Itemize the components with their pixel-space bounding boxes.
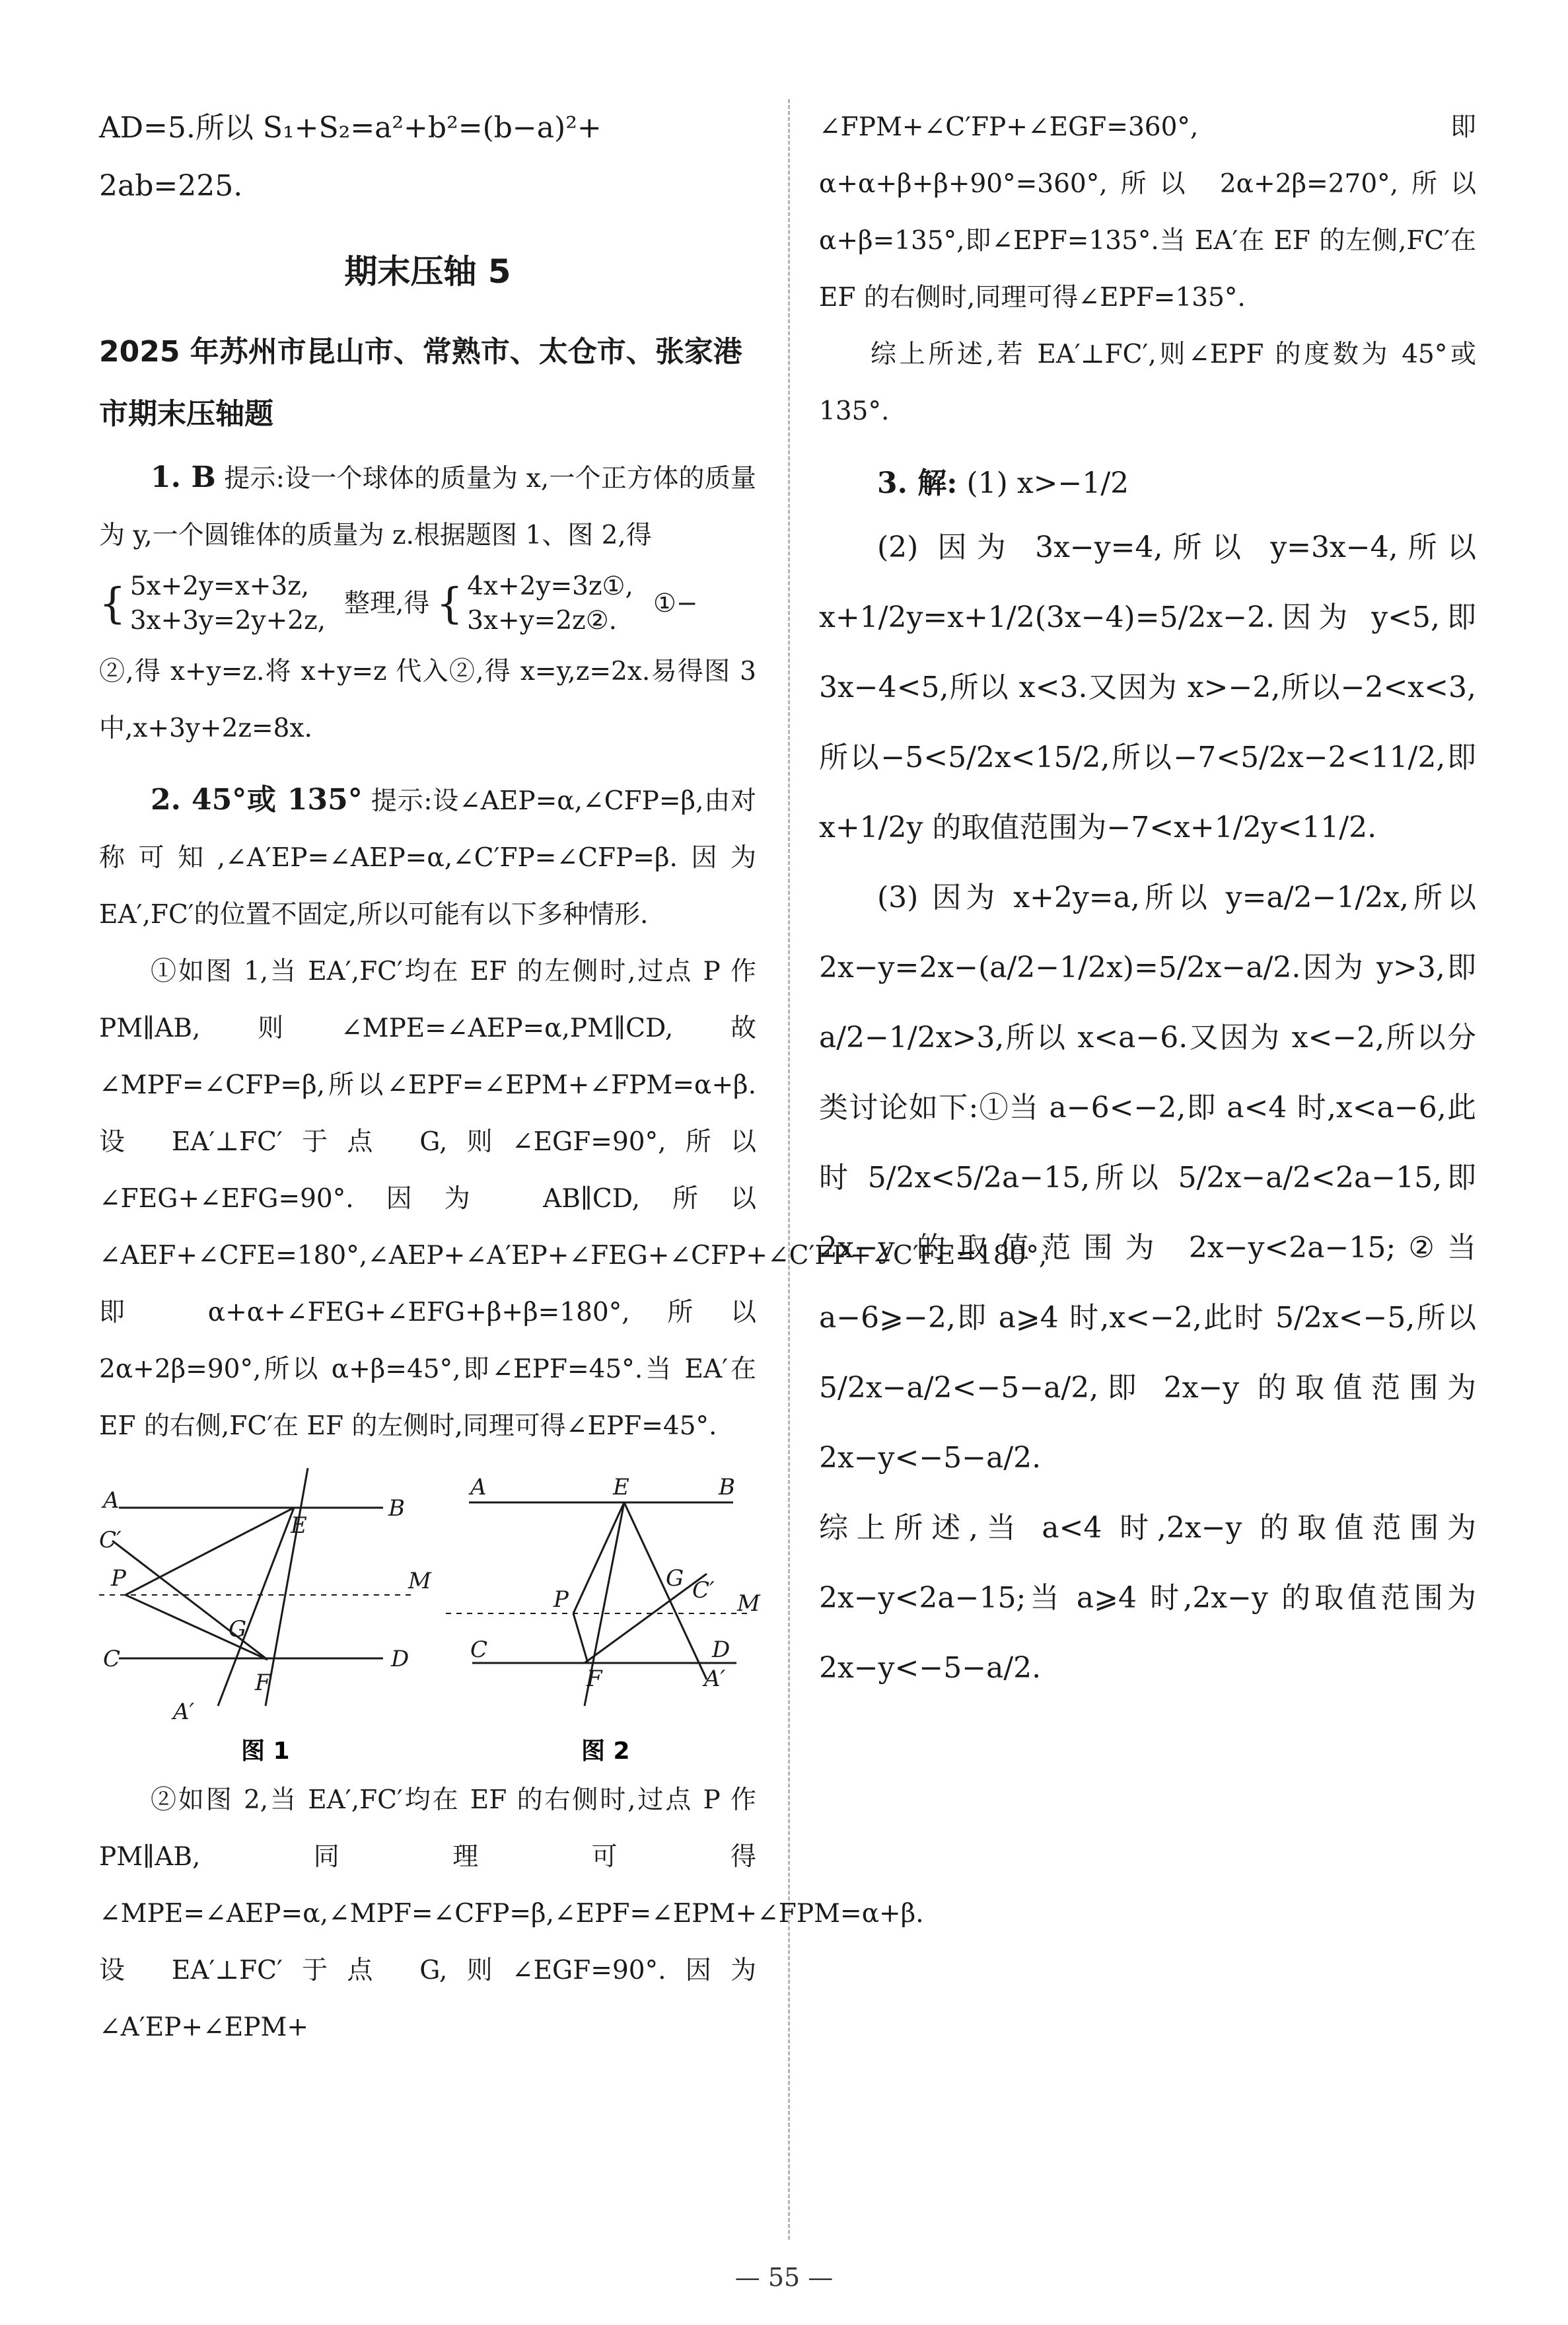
fig2-label-c: C (470, 1637, 488, 1663)
fig1-label-m: M (408, 1568, 431, 1594)
figure-2-caption: 图 2 (581, 1738, 630, 1765)
figure-2-labels (468, 1474, 761, 1692)
fig2-label-d: D (712, 1637, 731, 1663)
fig1-label-ap: A′ (173, 1699, 195, 1725)
fig1-line-pe (125, 1508, 294, 1595)
q1-system-1 (130, 570, 326, 638)
q2-hint: 提示:设∠AEP=α,∠CFP=β,由对称可知,∠A′EP=∠AEP=α,∠C′FP=∠CFP=β.因为 EA′,FC′的位置不固定,所以可能有以下多种情形. (99, 786, 756, 930)
fig2-label-f: F (587, 1666, 602, 1692)
page-number: — 55 — (734, 2263, 834, 2292)
question-2 (99, 772, 756, 943)
fig1-label-g: G (229, 1616, 247, 1642)
fig2-label-e: E (613, 1474, 629, 1500)
fig2-line-pe (573, 1502, 624, 1613)
q1-mid-text: 整理,得 (344, 589, 430, 618)
fig1-line-ef (266, 1468, 308, 1706)
q1-hint-cont: ②,得 x+y=z.将 x+y=z 代入②,得 x=y,z=2x.易得图 3 中,x+3y+2z=8x. (99, 657, 756, 743)
figure-1-caption: 图 1 (241, 1738, 290, 1765)
section-subtitle: 2025 年苏州市昆山市、常熟市、太仓市、张家港市期末压轴题 (99, 335, 742, 431)
fig1-label-b: B (388, 1495, 405, 1522)
fig1-label-p: P (111, 1565, 126, 1592)
brace-left-1: { (99, 579, 126, 628)
fig2-label-a: A (470, 1474, 487, 1500)
intro-line-1: AD=5.所以 S₁+S₂=a²+b²=(b−a)²+ (99, 111, 602, 145)
q1-equation-systems (99, 564, 756, 644)
q3-part-2: (2) 因为 3x−y=4,所以 y=3x−4,所以 x+1/2y=x+1/2(3x−4)=5/2x−2.因为 y<5,即 3x−4<5,所以 x<3.又因为 x>−2,所以−2<x<3,所以−5<5/2x<15/2,所以−7<5/2x−2<11/2,即 x+1/2y 的取值范围为−7<x+1/2y<11/2. (819, 531, 1476, 844)
section-title: 期末压轴 5 (344, 252, 511, 291)
fig2-label-cp: C′ (692, 1577, 715, 1604)
fig2-label-ap: A′ (704, 1666, 726, 1692)
q2-answer: 2. 45°或 135° (151, 783, 363, 817)
q3-heading: 3. 解: (877, 466, 958, 500)
fig1-label-d: D (391, 1646, 410, 1672)
fig1-label-f: F (255, 1670, 271, 1696)
q2-summary: 综上所述,若 EA′⊥FC′,则∠EPF 的度数为 45°或 135°. (819, 340, 1476, 426)
q1-system-2-eq1: 4x+2y=3z①, (467, 572, 633, 601)
q1-hint: 提示:设一个球体的质量为 x,一个正方体的质量为 y,一个圆锥体的质量为 z.根据题图 1、图 2,得 (99, 464, 756, 550)
fig1-label-e: E (291, 1512, 307, 1539)
q3-part-1: (1) x>−1/2 (966, 466, 1129, 500)
q2-case-2-cont: ∠FPM+∠C′FP+∠EGF=360°,即 α+α+β+β+90°=360°,所以 2α+2β=270°,所以 α+β=135°,即∠EPF=135°.当 EA′在 EF 的左侧,FC′在 EF 的右侧时,同理可得∠EPF=135°. (819, 112, 1476, 313)
fig1-label-cp: C′ (99, 1527, 122, 1553)
question-3 (819, 455, 1476, 513)
fig1-label-c: C (103, 1646, 121, 1672)
fig2-label-g: G (666, 1565, 684, 1592)
intro-line-2: 2ab=225. (99, 169, 243, 203)
fig2-label-p: P (553, 1586, 569, 1613)
q3-part-3: (3) 因为 x+2y=a,所以 y=a/2−1/2x,所以 2x−y=2x−(a/2−1/2x)=5/2x−a/2.因为 y>3,即 a/2−1/2x>3,所以 x<a−6.又因为 x<−2,所以分类讨论如下:①当 a−6<−2,即 a<4 时,x<a−6,此时 5/2x<5/2a−15,所以 5/2x−a/2<2a−15,即 2x−y 的取值范围为 2x−y<2a−15;②当 a−6⩾−2,即 a⩾4 时,x<−2,此时 5/2x<−5,所以 5/2x−a/2<−5−a/2,即 2x−y 的取值范围为 2x−y<−5−a/2. (819, 881, 1476, 1475)
fig2-line-fc (585, 1574, 707, 1663)
fig1-label-a: A (103, 1487, 120, 1514)
q1-system-2-eq2: 3x+y=2z②. (467, 606, 618, 636)
q2-case-2: ②如图 2,当 EA′,FC′均在 EF 的右侧时,过点 P 作 PM∥AB,同理可得∠MPE=∠AEP=α,∠MPF=∠CFP=β,∠EPF=∠EPM+∠FPM=α+β.设 EA′⊥FC′于点 G,则∠EGF=90°.因为∠A′EP+∠EPM+ (99, 1785, 924, 2042)
q1-answer: 1. B (151, 461, 216, 494)
q1-system-1-eq1: 5x+2y=x+3z, (129, 572, 310, 601)
right-column (819, 99, 1476, 1703)
q1-system-2 (467, 570, 633, 638)
q2-case-1: ①如图 1,当 EA′,FC′均在 EF 的左侧时,过点 P 作 PM∥AB,则∠MPE=∠AEP=α,PM∥CD,故∠MPF=∠CFP=β,所以∠EPF=∠EPM+∠FPM=α+β.设 EA′⊥FC′于点 G,则∠EGF=90°,所以∠FEG+∠EFG=90°.因为 AB∥CD,所以∠AEF+∠CFE=180°,∠AEP+∠A′EP+∠FEG+∠CFP+∠C′FP+∠C′FE=180°,即 α+α+∠FEG+∠EFG+β+β=180°,所以 2α+2β=90°,所以 α+β=45°,即∠EPF=45°.当 EA′在 EF 的右侧,FC′在 EF 的左侧时,同理可得∠EPF=45°. (99, 957, 1048, 1441)
figures (99, 1468, 760, 1772)
fig2-label-b: B (719, 1474, 735, 1500)
q1-system-1-eq2: 3x+3y=2y+2z, (129, 606, 326, 636)
fig2-line-pf (573, 1613, 588, 1663)
q3-summary: 综上所述,当 a<4 时,2x−y 的取值范围为 2x−y<2a−15;当 a⩾4 时,2x−y 的取值范围为 2x−y<−5−a/2. (819, 1511, 1476, 1685)
brace-left-2: { (436, 579, 464, 628)
geometry-figures (99, 1468, 760, 1772)
question-1 (99, 449, 756, 564)
fig2-label-m: M (737, 1590, 760, 1617)
q1-tail: ①− (653, 589, 698, 618)
